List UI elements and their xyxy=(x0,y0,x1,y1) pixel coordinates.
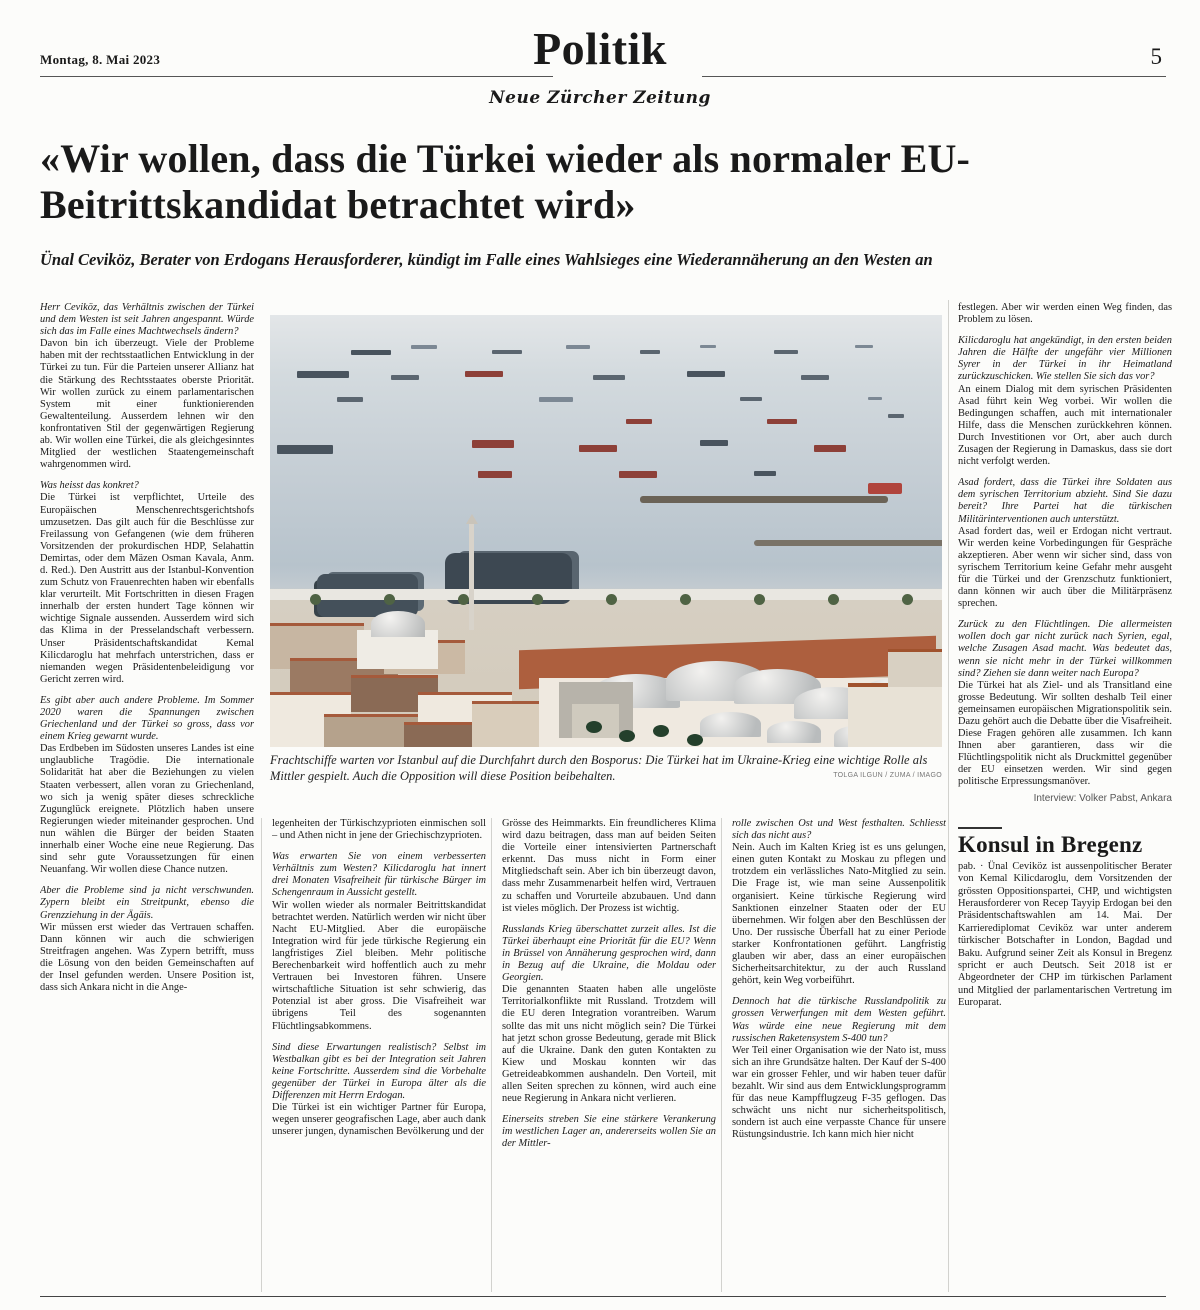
tree xyxy=(754,594,765,605)
sidebar-body: pab. · Ünal Ceviköz ist aussenpolitischer Berater von Kemal Kilicdaroglu, dem Vorsitzenden der grössten Oppositionspartei, CHP, und wichtigsten Herausforderer von Recep Tayyip Erdogan bei den Präsidentschaftswahlen am 14. Mai. Der Karrierediplomat Ceviköz war unter anderem türkischer Botschafter in London, Bagdad und Baku. Aufgrund seiner Zeit als Konsul in Bregenz spricht er auch Deutsch. Seit 2018 ist er Abgeordneter der CHP im türkischen Parlament und Mitglied der parlamentarischen Vertretung im Europarat. xyxy=(958,860,1172,1009)
building xyxy=(848,687,942,747)
page-number: 5 xyxy=(1150,44,1162,69)
interview-answer: festlegen. Aber wir werden einen Weg finden, das Problem zu lösen. xyxy=(958,302,1172,326)
breakwater xyxy=(640,496,889,503)
text-column-2 xyxy=(272,818,486,1292)
column-rule xyxy=(948,300,949,1292)
interview-question: Russlands Krieg überschattet zurzeit alles. Ist die Türkei überhaupt eine Priorität für die EU? Wenn in Brüssel von Annäherung gesprochen wird, dann in Bezug auf die Ukraine, die Moldau oder Georgien. xyxy=(502,923,716,984)
ship xyxy=(619,471,657,478)
interview-answer: Das Erdbeben im Südosten unseres Landes ist eine unglaubliche Tragödie. Die internationale Solidarität hat aber die Beziehungen zu vielen Staaten verbessert, allen voran zu Griechenland, wo sich ja wenig später dieses schreckliche Zugunglück ereignete. Plötzlich haben unsere Regierungen wieder miteinander gesprochen. Und nun wählen die Bürger der beiden Staaten innerhalb einer Woche eine neue Regierung. Das sind sehr gute Voraussetzungen für einen Neuanfang. Wir wollen diese Chance nutzen. xyxy=(40,743,254,876)
interview-answer: Asad fordert das, weil er Erdogan nicht vertraut. Wir werden keine Vorbedingungen für Gespräche akzeptieren. Aber wenn wir sicher sind, dass von syrischem Territorium keine Gefahr mehr ausgeht für die Türkei und der Grenzschutz funktioniert, dann können wir auch über die Militärpräsenz sprechen. xyxy=(958,525,1172,610)
column-rule xyxy=(261,818,262,1292)
interview-question: Einerseits streben Sie eine stärkere Verankerung im westlichen Lager an, andererseits wollen Sie an der Mittler- xyxy=(502,1114,716,1150)
ship xyxy=(337,397,363,402)
tree xyxy=(606,594,617,605)
masthead-rule-right xyxy=(702,76,1166,77)
page-bottom-rule xyxy=(40,1296,1166,1297)
issue-date: Montag, 8. Mai 2023 xyxy=(40,52,161,67)
interview-answer: Wir wollen wieder als normaler Beitrittskandidat betrachtet werden. Natürlich werden wir nicht über Nacht EU-Mitglied. Aber die europäische Integration wird für jede türkische Regierung ein langfristiges Ziel bleiben. Mehr politische Berechenbarkeit wird hoffentlich auch zu mehr Vertrauen bei Investoren führen. Unsere wirtschaftliche Situation ist sehr schwierig, das Potenzial ist aber gross. Die Visafreiheit war übrigens Teil des sogenannten Flüchtlingsabkommens. xyxy=(272,899,486,1032)
ship xyxy=(478,471,512,478)
palm xyxy=(619,730,635,742)
interview-byline: Interview: Volker Pabst, Ankara xyxy=(1033,792,1172,804)
tree xyxy=(384,594,395,605)
interview-answer: Die Türkei hat als Ziel- und als Transitland eine grosse Bedeutung. Wir sollten deshalb Teil einer gemeinsamen europäischen Migrationspolitik sein. Dazu gehört auch die Debatte über die Visafreiheit. Diese Fragen gehören alle zusammen. Ich kann Ihnen aber garantieren, dass wir die Flüchtlingspolitik nicht als Druckmittel gegenüber der EU einsetzen werden. Wir sind gegen politische Erpressungsmanöver. xyxy=(958,679,1172,788)
masthead-rule-left xyxy=(40,76,553,77)
breakwater xyxy=(754,540,942,546)
text-column-5 xyxy=(958,302,1172,1290)
ship xyxy=(740,397,762,401)
dome xyxy=(767,721,821,742)
palm xyxy=(687,734,703,746)
interview-answer: Wir müssen erst wieder das Vertrauen schaffen. Dann können wir auch die schwierigen Streitfragen angehen. Was Zypern betrifft, muss die Lösung von den beiden Gemeinschaften auf der Insel gefunden werden. Unsere Position ist, dass sich Ankara nicht in die Ange- xyxy=(40,921,254,994)
interview-answer: An einem Dialog mit dem syrischen Präsidenten Asad führt kein Weg vorbei. Wir wollen die Bedingungen schaffen, auch mit internationaler Hilfe, dass die Menschen zurückkehren können. Durch Investitionen vor Ort, aber auch durch Zusagen der Regierung in Damaskus, dass sie dort nicht verfolgt werden. xyxy=(958,383,1172,468)
ship xyxy=(888,414,904,418)
ship xyxy=(774,350,798,354)
ship xyxy=(492,350,522,354)
ship xyxy=(465,371,503,377)
interview-question: Asad fordert, dass die Türkei ihre Soldaten aus dem syrischen Territorium abzieht. Sind Sie dazu bereit? Ihre Partei hat die türkischen Militärinterventionen auch unterstützt. xyxy=(958,477,1172,525)
ship xyxy=(411,345,437,349)
ship xyxy=(593,375,625,380)
bosporus-photo xyxy=(270,315,942,747)
building xyxy=(888,652,942,687)
minaret-top xyxy=(466,514,478,524)
interview-answer: legenheiten der Türkischzyprioten einmischen soll – und Athen nicht in jene der Griechischzyprioten. xyxy=(272,818,486,842)
article-subhead: Ünal Ceviköz, Berater von Erdogans Herausforderer, kündigt im Falle eines Wahlsieges eine Wiederannäherung an den Westen an xyxy=(40,250,933,269)
interview-answer: Die genannten Staaten haben alle ungelöste Territorialkonflikte mit Russland. Trotzdem will die EU deren Integration vorantreiben. Warum sollte das mit uns nicht möglich sein? Die Türkei hat jetzt schon grosse Bedeutung, gerade mit Blick auf die Ukraine. Dank den guten Kontakten zu Kiew und Moskau konnten wir das Getreideabkommen aushandeln. Den Vorteil, mit allen Seiten sprechen zu können, wird auch eine neue Regierung in Ankara nicht verlieren. xyxy=(502,984,716,1105)
ship xyxy=(391,375,419,380)
photo-caption xyxy=(270,753,942,784)
ship xyxy=(539,397,573,402)
interview-question: Was heisst das konkret? xyxy=(40,480,139,492)
interview-answer: Davon bin ich überzeugt. Viele der Probleme haben mit der rechtsstaatlichen Entwicklung in der Türkei zu tun. Für die Parteien unserer Allianz hat die Stärkung des Rechtsstaates oberste Priorität. Wir wollen zurück zu einem parlamentarischen System mit einer funktionierenden Gewaltenteilung. Ausserdem lehnen wir den konfrontativen Stil der gegenwärtigen Regierung ab. Wir wollen eine Türkei, die als gleichgesinntes Mitglied der westlichen Staatengemeinschaft wahrgenommen wird. xyxy=(40,338,254,471)
sidebar-rule xyxy=(958,827,1002,829)
ship xyxy=(277,445,333,454)
ship xyxy=(700,345,716,348)
photo-caption-text: Frachtschiffe warten vor Istanbul auf die Durchfahrt durch den Bosporus: Die Türkei hat im Ukraine-Krieg eine wichtige Rolle als Mittler gespielt. Auch die Opposition will diese Position beibehalten. xyxy=(270,753,928,783)
interview-question: rolle zwischen Ost und West festhalten. Schliesst sich das nicht aus? xyxy=(732,818,946,842)
minaret xyxy=(469,522,474,630)
interview-question: Kilicdaroglu hat angekündigt, in den ersten beiden Jahren die Hälfte der ungefähr vier Millionen Syrer in der Türkei in ihr Heimatland zurückzuschicken. Wie stellen Sie sich das vor? xyxy=(958,335,1172,383)
interview-question: Aber die Probleme sind ja nicht verschwunden. Zypern bleibt ein Streitpunkt, ebenso die Grenzziehung in der Ägäis. xyxy=(40,885,254,921)
ship xyxy=(566,345,590,349)
ship xyxy=(297,371,349,378)
ship xyxy=(579,445,617,452)
dome xyxy=(700,712,760,736)
newspaper-name: Neue Zürcher Zeitung xyxy=(489,88,711,108)
interview-question: Es gibt aber auch andere Probleme. Im Sommer 2020 waren die Spannungen zwischen Griechenland und der Türkei so gross, dass vor einem Krieg gewarnt wurde. xyxy=(40,694,254,743)
interview-answer: Die Türkei ist verpflichtet, Urteile des Europäischen Menschenrechtsgerichtshofs umzusetzen. Das gilt auch für die Beschlüsse zur Freilassung von Gefangenen (wie dem früheren Vorsitzenden der prokurdischen HDP, Selahattin Demirtas, oder dem Mäzen Osman Kavala, Anm. d. Red.). Den Austritt aus der Istanbul-Konvention zum Schutz von Frauenrechten haben wir ebenfalls klar verurteilt. Mit Fortschritten in diesen Fragen innerhalb der ersten hundert Tage können wir wichtige Signale aussenden. Ausserdem wird sich das Klima in der Presselandschaft verbessern. Unser Präsidentschaftskandidat Kemal Kilicdaroglu hat mehrfach unterstrichen, dass er niemanden wegen Präsidentenbeleidigung vor Gericht zerren wird. xyxy=(40,492,254,685)
interview-question: Zurück zu den Flüchtlingen. Die allermeisten wollen doch gar nicht zurück nach Syrien, egal, welche Zusagen Asad macht. Was bedeutet das, wenn sie nicht mehr in der Türkei willkommen sind? Ziehen sie dann weiter nach Europa? xyxy=(958,619,1172,679)
ship xyxy=(351,350,391,355)
text-column-4 xyxy=(732,818,946,1292)
palm xyxy=(586,721,602,733)
sidebar-title: Konsul in Bregenz xyxy=(958,831,1143,857)
interview-question: Herr Ceviköz, das Verhältnis zwischen der Türkei und dem Westen ist seit Jahren angespannt. Würde sich das im Falle eines Machtwechsels ändern? xyxy=(40,302,254,338)
ship xyxy=(801,375,829,380)
text-column-3 xyxy=(502,818,716,1292)
tree xyxy=(828,594,839,605)
ship xyxy=(472,440,514,448)
ship xyxy=(767,419,797,424)
section-title: Politik xyxy=(533,23,667,74)
interview-answer: Wer Teil einer Organisation wie der Nato ist, muss sich an ihre Grundsätze halten. Der Kauf der S-400 war ein grosser Fehler, und wir haben teuer dafür bezahlt. Wir sind aus dem Entwicklungsprogramm für das neue Kampfflugzeug F-35 geflogen. Das schwächt uns nicht nur sicherheitspolitisch, sondern ist auch eine verpasste Chance für unsere Rüstungsindustrie. Ich kann mich hier nicht xyxy=(732,1044,946,1141)
tree xyxy=(458,594,469,605)
ship xyxy=(754,471,776,476)
column-rule xyxy=(721,818,722,1292)
column-rule xyxy=(491,818,492,1292)
ship xyxy=(814,445,846,452)
interview-answer: Nein. Auch im Kalten Krieg ist es uns gelungen, einen guten Kontakt zu Moskau zu pflegen und trotzdem ein verlässliches Nato-Mitglied zu sein. Die Frage ist, wie man seine Aussenpolitik organisiert. Keine türkische Regierung wird Sanktionen einzelner Staaten oder der EU übernehmen. Wir folgen aber den Beschlüssen der Uno. Der russische Überfall hat zu einer Periode starker Konfrontationen geführt. Langfristig glauben wir aber, dass an einer europäischen Sicherheitsarchitektur, zu der auch Russland gehört, kein Weg vorbeiführt. xyxy=(732,842,946,987)
dome xyxy=(371,611,425,637)
interview-question: Sind diese Erwartungen realistisch? Selbst im Westbalkan gibt es bei der Integration seit Jahren keine Fortschritte. Ausserdem sind die Vorbehalte gegenüber der Türkei in Europa älter als die Differenzen mit Herrn Erdogan. xyxy=(272,1041,486,1101)
ship xyxy=(626,419,652,424)
ship xyxy=(640,350,660,354)
tree xyxy=(310,594,321,605)
article-headline: «Wir wollen, dass die Türkei wieder als normaler EU-Beitrittskandidat betrachtet wird» xyxy=(40,136,971,228)
tree xyxy=(532,594,543,605)
interview-question: Dennoch hat die türkische Russlandpolitik zu grossen Verwerfungen mit dem Westen geführt. Was würde eine neue Regierung mit dem russischen Raketensystem S-400 tun? xyxy=(732,996,946,1044)
tree xyxy=(680,594,691,605)
interview-question: Was erwarten Sie von einem verbesserten Verhältnis zum Westen? Kilicdaroglu hat innert drei Monaten Visafreiheit für türkische Bürger im Schengenraum in Aussicht gestellt. xyxy=(272,851,486,899)
ship xyxy=(868,397,882,400)
interview-answer: Grösse des Heimmarkts. Ein freundlicheres Klima wird dazu beitragen, dass man auf beiden Seiten die Vorteile einer intensivierten Partnerschaft erkennt. Das muss nicht in Form einer Mitgliedschaft sein. Aber ich bin überzeugt davon, dass mehr Zusammenarbeit helfen wird, Vertrauen zu schaffen und Vorurteile abzubauen. Und dann ist vieles möglich. Der Prozess ist wichtig. xyxy=(502,818,716,914)
ship xyxy=(700,440,728,446)
interview-answer: Die Türkei ist ein wichtiger Partner für Europa, wegen unserer geografischen Lage, aber auch dank unserer jungen, dynamischen Bevölkerung und der xyxy=(272,1102,486,1138)
column-5-paragraphs xyxy=(958,302,1172,789)
ship xyxy=(855,345,873,348)
photo-credit: TOLGA ILGUN / ZUMA / IMAGO xyxy=(833,771,942,779)
tree xyxy=(902,594,913,605)
text-column-1 xyxy=(40,302,254,1290)
ship xyxy=(687,371,725,377)
ship xyxy=(868,483,902,494)
